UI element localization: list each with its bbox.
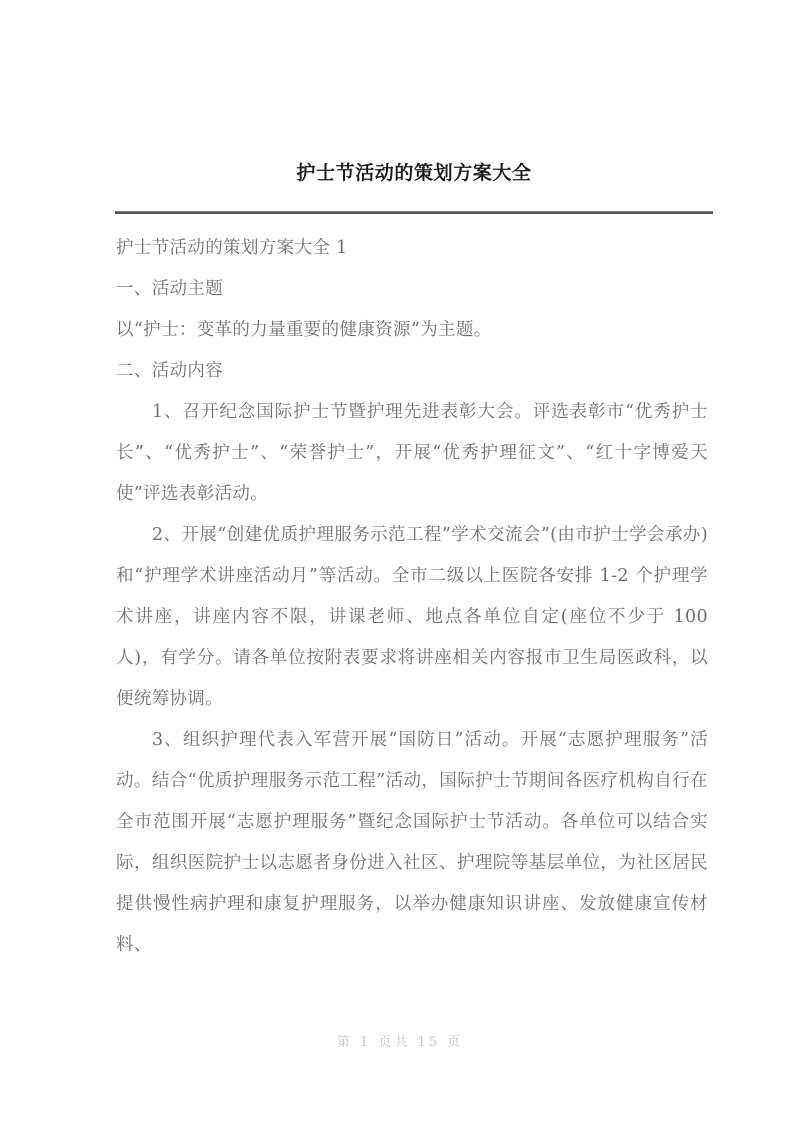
paragraph: 1、召开纪念国际护士节暨护理先进表彰大会。评选表彰市“优秀护士长”、“优秀护士”、“荣誉护士”，开展“优秀护理征文”、“红十字博爱天使”评选表彰活动。 — [116, 402, 708, 504]
paragraph: 2、开展“创建优质护理服务示范工程”学术交流会”(由市护士学会承办)和“护理学术讲座活动月”等活动。全市二级以上医院各安排 1-2 个护理学术讲座，讲座内容不限，讲课老师、地点各单位自定(座位不少于 100 人)，有学分。请各单位按附表要求将讲座相关内容报市卫生局医政科，以便统筹协调。 — [116, 525, 708, 709]
paragraph: 二、活动内容 — [116, 361, 224, 381]
document-body — [116, 228, 708, 966]
paragraph: 3、组织护理代表入军营开展“国防日”活动。开展“志愿护理服务”活动。结合“优质护理服务示范工程”活动，国际护士节期间各医疗机构自行在全市范围开展“志愿护理服务”暨纪念国际护士节活动。各单位可以结合实际，组织医院护士以志愿者身份进入社区、护理院等基层单位，为社区居民提供慢性病护理和康复护理服务，以举办健康知识讲座、发放健康宣传材料、 — [116, 730, 708, 955]
title-divider — [115, 211, 713, 214]
paragraph: 以“护士：变革的力量重要的健康资源”为主题。 — [116, 320, 492, 340]
page-title: 护士节活动的策划方案大全 — [296, 162, 532, 184]
paragraph: 一、活动主题 — [116, 279, 224, 299]
paragraph: 护士节活动的策划方案大全 1 — [116, 238, 348, 258]
page-number-footer: 第 1 页共 15 页 — [336, 1035, 464, 1050]
